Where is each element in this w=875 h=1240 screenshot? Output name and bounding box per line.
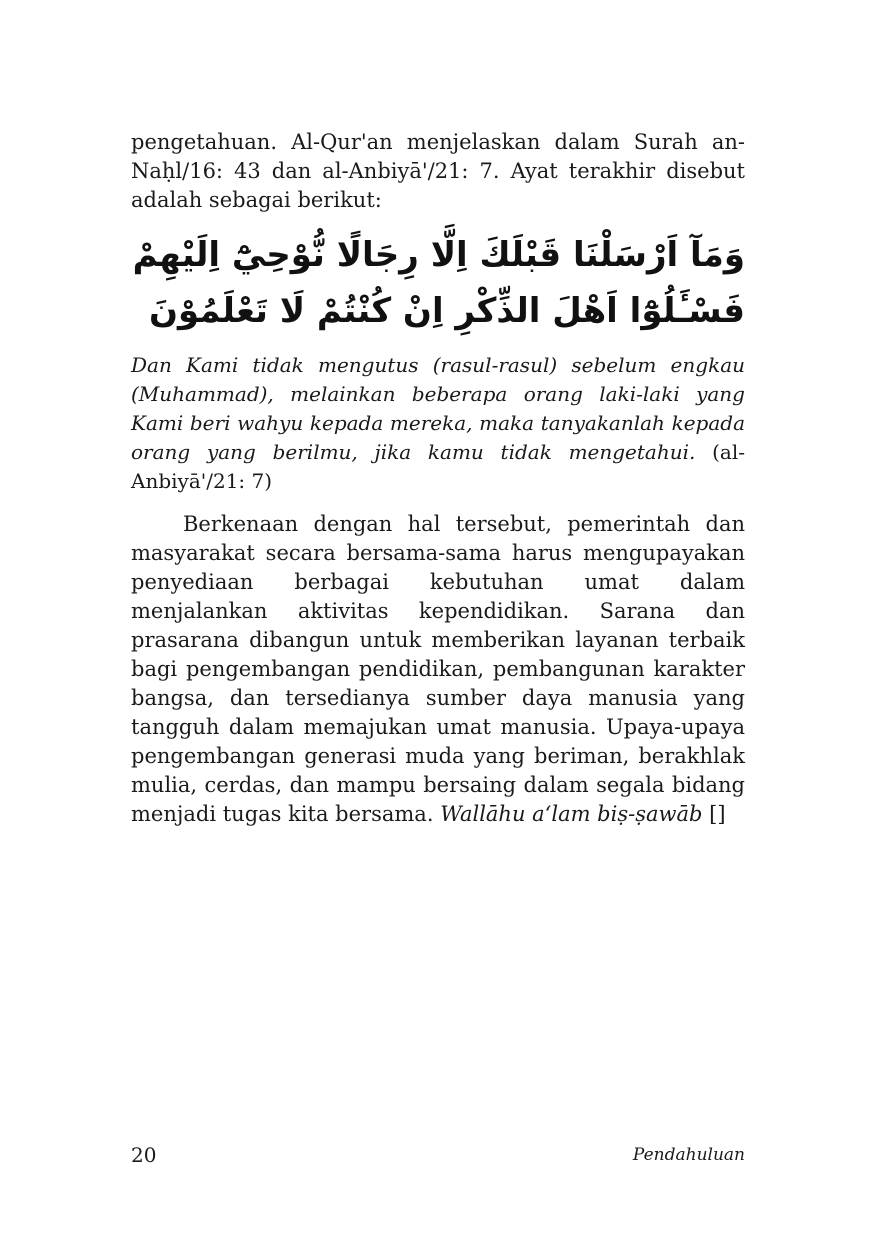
quran-verse-arabic: وَمَآ اَرْسَلْنَا قَبْلَكَ اِلَّا رِجَالًا نُّوْحِيْٓ اِلَيْهِمْ فَسْـَٔلُوْٓا اَهْلَ الذِّكْرِ اِنْ كُنْتُمْ لَا تَعْلَمُوْنَ [132, 235, 745, 331]
end-mark: [] [709, 802, 726, 826]
closing-phrase: Wallāhu a‘lam biṣ-ṣawāb [440, 802, 703, 826]
body-text: Berkenaan dengan hal tersebut, pemerintah dan masyarakat secara bersama-sama harus mengupayakan penyediaan berbagai kebutuhan umat dalam menjalankan aktivitas kependidikan. Sarana dan prasarana dibangun untuk memberikan layanan terbaik bagi pengembangan pendidikan, pembangunan karakter bangsa, dan tersedianya sumber daya manusia yang tangguh dalam memajukan umat manusia. Upaya-upaya pengembangan generasi muda yang beriman, berakhlak mulia, cerdas, dan mampu bersaing dalam segala bidang menjadi tugas kita bersama. [131, 512, 745, 826]
intro-paragraph: pengetahuan. Al-Qur'an menjelaskan dalam Surah an-Naḥl/16: 43 dan al-Anbiyā'/21: 7. Ayat terakhir disebut adalah sebagai berikut: [131, 130, 745, 212]
verse-translation [131, 351, 745, 496]
page-content [131, 128, 745, 829]
body-paragraph [131, 510, 745, 829]
running-title: Pendahuluan [632, 1145, 745, 1165]
translation-text: Dan Kami tidak mengutus (rasul-rasul) sebelum engkau (Muhammad), melainkan beberapa orang laki-laki yang Kami beri wahyu kepada mereka, maka tanyakanlah kepada orang yang berilmu, jika kamu tidak mengetahui. [131, 353, 745, 464]
page-number: 20 [131, 1143, 157, 1167]
verse-reference: (al-Anbiyā'/21: 7) [131, 440, 746, 493]
